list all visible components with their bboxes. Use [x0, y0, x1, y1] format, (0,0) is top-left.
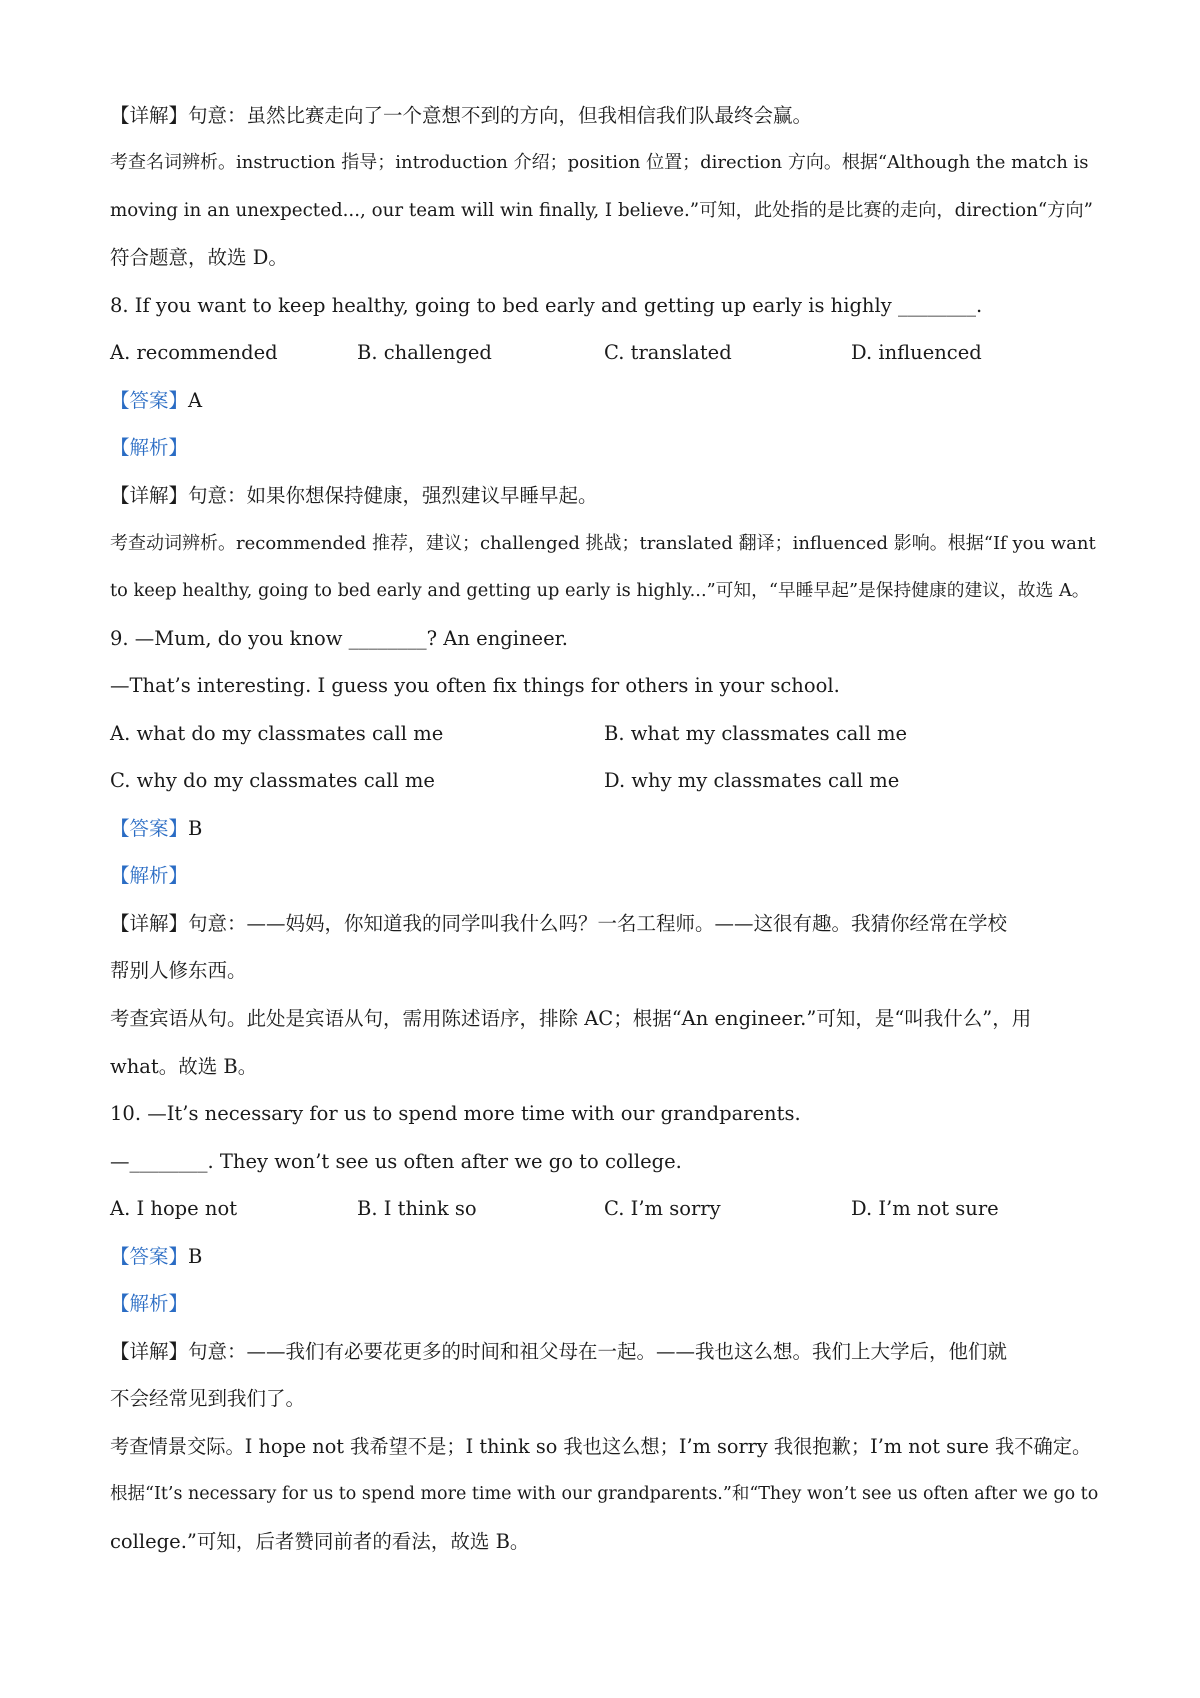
- q8-analysis-label: 【解析】: [110, 436, 189, 459]
- q9-question-line-2: —That’s interesting. I guess you often fix things for others in your school.: [110, 674, 840, 697]
- q8-option-d: D. influenced: [851, 341, 982, 364]
- q9-analysis-label: 【解析】: [110, 864, 189, 887]
- q10-detail-line-5: college.”可知，后者赞同前者的看法，故选 B。: [110, 1530, 530, 1553]
- q8-answer: [110, 389, 1100, 413]
- answer-value: B: [188, 817, 203, 840]
- q8-question: 8. If you want to keep healthy, going to bed early and getting up early is highly ________.: [110, 294, 983, 317]
- q10-detail-line-1: 【详解】句意：——我们有必要花更多的时间和祖父母在一起。——我也这么想。我们上大学后，他们就: [110, 1340, 1008, 1363]
- q8-detail-line-3: to keep healthy, going to bed early and getting up early is highly...”可知，“早睡早起”是保持健康的建议，故选 A。: [110, 581, 1090, 601]
- q9-detail-line-3: 考查宾语从句。此处是宾语从句，需用陈述语序，排除 AC；根据“An engineer.”可知，是“叫我什么”，用: [110, 1007, 1032, 1030]
- answer-value: B: [188, 1245, 203, 1268]
- q10-question-line-1: 10. —It’s necessary for us to spend more time with our grandparents.: [110, 1102, 801, 1125]
- q10-question-line-2: —________. They won’t see us often after we go to college.: [110, 1150, 682, 1173]
- q10-option-d: D. I’m not sure: [851, 1197, 999, 1220]
- q9-detail-line-4: what。故选 B。: [110, 1055, 258, 1078]
- q10-answer: [110, 1245, 1100, 1269]
- q10-option-c: C. I’m sorry: [604, 1197, 721, 1220]
- q10-option-b: B. I think so: [357, 1197, 477, 1220]
- q9-option-d: D. why my classmates call me: [604, 769, 900, 792]
- q9-question-line-1: 9. —Mum, do you know ________? An engineer.: [110, 627, 568, 650]
- answer-label: 【答案】: [110, 1245, 189, 1268]
- answer-value: A: [188, 389, 203, 412]
- q9-option-c: C. why do my classmates call me: [110, 769, 435, 792]
- q8-option-b: B. challenged: [357, 341, 492, 364]
- q9-detail-line-2: 帮别人修东西。: [110, 959, 247, 982]
- q9-option-a: A. what do my classmates call me: [110, 722, 444, 745]
- q7-detail-line-1: 【详解】句意：虽然比赛走向了一个意想不到的方向，但我相信我们队最终会赢。: [110, 104, 813, 127]
- q10-detail-line-4: 根据“It’s necessary for us to spend more time with our grandparents.”和“They won’t see us often after we go to: [110, 1484, 1099, 1504]
- q10-detail-line-3: 考查情景交际。I hope not 我希望不是；I think so 我也这么想；I’m sorry 我很抱歉；I’m not sure 我不确定。: [110, 1435, 1092, 1458]
- q7-detail-line-3: moving in an unexpected..., our team will win finally, I believe.”可知，此处指的是比赛的走向，direction“方向”: [110, 200, 1093, 221]
- q7-detail-line-4: 符合题意，故选 D。: [110, 246, 288, 269]
- q7-detail-line-2: 考查名词辨析。instruction 指导；introduction 介绍；position 位置；direction 方向。根据“Although the match is: [110, 152, 1089, 173]
- answer-label: 【答案】: [110, 389, 189, 412]
- q8-option-a: A. recommended: [110, 341, 278, 364]
- q10-option-a: A. I hope not: [110, 1197, 238, 1220]
- answer-label: 【答案】: [110, 817, 189, 840]
- q8-option-c: C. translated: [604, 341, 732, 364]
- q9-detail-line-1: 【详解】句意：——妈妈，你知道我的同学叫我什么吗？一名工程师。——这很有趣。我猜你经常在学校: [110, 912, 1008, 935]
- q8-detail-line-2: 考查动词辨析。recommended 推荐，建议；challenged 挑战；translated 翻译；influenced 影响。根据“If you want: [110, 533, 1096, 554]
- q8-detail-line-1: 【详解】句意：如果你想保持健康，强烈建议早睡早起。: [110, 484, 598, 507]
- q10-detail-line-2: 不会经常见到我们了。: [110, 1387, 306, 1410]
- q9-option-b: B. what my classmates call me: [604, 722, 908, 745]
- q9-answer: [110, 817, 1100, 841]
- q10-analysis-label: 【解析】: [110, 1292, 189, 1315]
